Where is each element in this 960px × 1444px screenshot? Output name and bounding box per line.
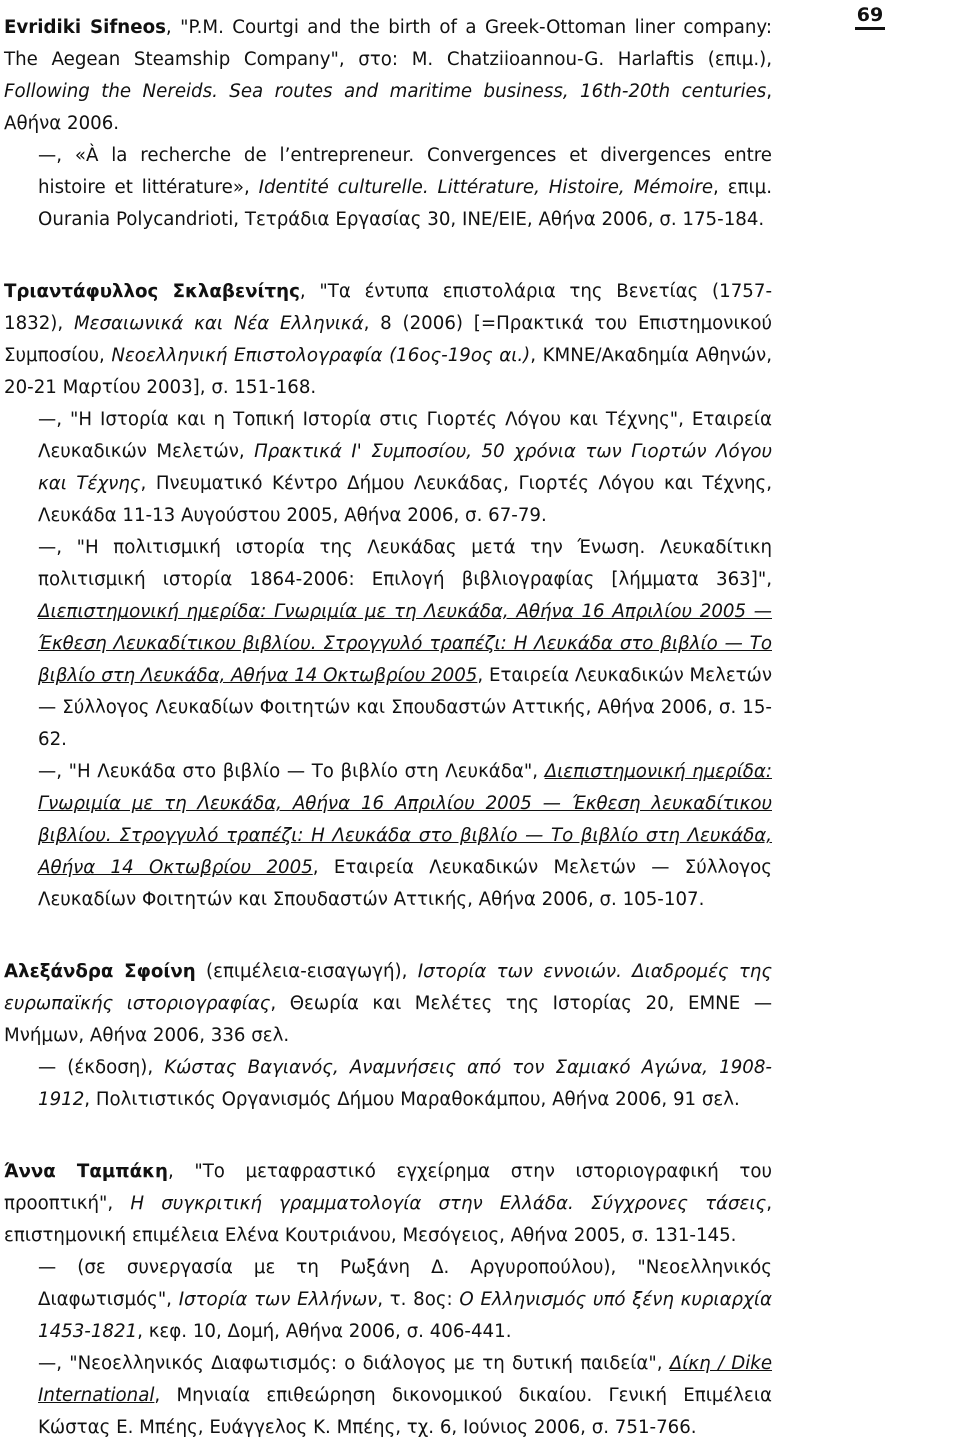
entry-text: (έκδοση), <box>56 1057 165 1078</box>
bibliography-entry <box>4 276 772 916</box>
entry-continuation <box>4 532 772 756</box>
entry-title-italic: Η συγκριτική γραμματολογία στην Ελλάδα. Σύγχρονες τάσεις <box>130 1193 767 1214</box>
author-name: Τριαντάφυλλος Σκλαβενίτης <box>4 281 300 302</box>
ditto-dash: — <box>38 761 57 782</box>
entry-title-italic: Following the Nereids. Sea routes and maritime business, 16th-20th centuries <box>4 81 767 102</box>
entry-continuation <box>4 756 772 916</box>
entry-first-paragraph <box>4 1156 772 1252</box>
entry-title-italic: Μεσαιωνικά και Νέα Ελληνικά <box>73 313 364 334</box>
entry-text: , "Τα έντυπα επιστολάρια της Βενετίας (1757-1832), <box>4 281 773 334</box>
entry-text: , "Νεοελληνικός Διαφωτισμός: ο διάλογος με τη δυτική παιδεία", <box>56 1353 670 1374</box>
entry-text: , "Η Λευκάδα στο βιβλίο — Το βιβλίο στη Λευκάδα", <box>56 761 545 782</box>
entry-text: , Αθήνα 2006. <box>4 81 772 134</box>
ditto-dash: — <box>38 537 57 558</box>
entry-text: , Πολιτιστικός Οργανισμός Δήμου Μαραθοκάμπου, Αθήνα 2006, 91 σελ. <box>84 1089 740 1110</box>
entry-title-underlined: Διεπιστημονική ημερίδα: Γνωριμία με τη Λευκάδα, Αθήνα 16 Απριλίου 2005 — Έκθεση Λευκαδίτικου βιβλίου. Στρογγυλό τραπέζι: Η Λευκάδα στο βιβλίο — Το βιβλίο στη Λευκάδα, Αθήνα 14 Οκτωβρίου 2005 <box>38 601 772 686</box>
bibliography-entry <box>4 956 772 1116</box>
entry-text: , Θεωρία και Μελέτες της Ιστορίας 20, ΕΜΝΕ — Μνήμων, Αθήνα 2006, 336 σελ. <box>4 993 773 1046</box>
entry-title-italic: Νεοελληνική Επιστολογραφία (16ος-19ος αι.) <box>111 345 531 366</box>
entry-text: , "Η πολιτισμική ιστορία της Λευκάδας μετά την Ένωση. Λευκαδίτικη πολιτισμική ιστορία 1864-2006: Επιλογή βιβλιογραφίας [λήμματα 363]", <box>38 537 772 590</box>
ditto-dash: — <box>38 145 57 166</box>
entry-text: (επιμέλεια-εισαγωγή), <box>195 961 418 982</box>
entry-text: , Εταιρεία Λευκαδικών Μελετών — Σύλλογος Λευκαδίων Φοιτητών και Σπουδαστών Αττικής, Αθήνα 2006, σ. 105-107. <box>38 857 772 910</box>
ditto-dash: — <box>38 1257 57 1278</box>
entry-first-paragraph <box>4 956 772 1052</box>
entry-title-italic: Πρακτικά Ι' Συμποσίου, 50 χρόνια των Γιορτών Λόγου και Τέχνης <box>38 441 772 494</box>
entry-text: , ΚΜΝΕ/Ακαδημία Αθηνών, 20-21 Μαρτίου 2003], σ. 151-168. <box>4 345 772 398</box>
entry-title-italic: Ιστορία των εννοιών. Διαδρομές της ευρωπαϊκής ιστοριογραφίας <box>4 961 773 1014</box>
entry-title-italic: Identité culturelle. Littérature, Histoire, Mémoire <box>258 177 714 198</box>
entry-continuation <box>4 140 772 236</box>
page-number: 69 <box>853 4 887 30</box>
entry-text: , Εταιρεία Λευκαδικών Μελετών — Σύλλογος Λευκαδίων Φοιτητών και Σπουδαστών Αττικής, Αθήνα 2006, σ. 15-62. <box>38 665 772 750</box>
author-name: Αλεξάνδρα Σφοίνη <box>4 961 196 982</box>
ditto-dash: — <box>38 409 57 430</box>
ditto-dash: — <box>38 1353 57 1374</box>
entry-text: , «À la recherche de l’entrepreneur. Convergences et divergences entre histoire et littérature», <box>38 145 772 198</box>
entry-title-italic: Κώστας Βαγιανός, Αναμνήσεις από τον Σαμιακό Αγώνα, 1908-1912 <box>38 1057 772 1110</box>
entry-text: , Πνευματικό Κέντρο Δήμου Λευκάδας, Γιορτές Λόγου και Τέχνης, Λευκάδα 11-13 Αυγούστου 2005, Αθήνα 2006, σ. 67-79. <box>38 473 772 526</box>
entry-text: , επιμ. Ourania Polycandrioti, Τετράδια Εργασίας 30, ΙΝΕ/ΕΙΕ, Αθήνα 2006, σ. 175-184. <box>38 177 772 230</box>
entry-text: , επιστημονική επιμέλεια Ελένα Κουτριάνου, Μεσόγειος, Αθήνα 2005, σ. 131-145. <box>4 1193 772 1246</box>
entry-text: , 8 (2006) [=Πρακτικά του Επιστημονικού Συμποσίου, <box>4 313 772 366</box>
entry-text: , κεφ. 10, Δομή, Αθήνα 2006, σ. 406-441. <box>137 1321 512 1342</box>
author-name: Evridiki Sifneos <box>4 17 166 38</box>
entry-first-paragraph <box>4 276 772 404</box>
entry-title-underlined: Διεπιστημονική ημερίδα: Γνωριμία με τη Λευκάδα, Αθήνα 16 Απριλίου 2005 — Έκθεση λευκαδίτικου βιβλίου. Στρογγυλό τραπέζι: Η Λευκάδα στο βιβλίο — Το βιβλίο στη Λευκάδα, Αθήνα 14 Οκτωβρίου 2005 <box>38 761 772 878</box>
entry-title-underlined: Δίκη / Dike International <box>38 1353 773 1406</box>
entry-text: , "Η Ιστορία και η Τοπική Ιστορία στις Γιορτές Λόγου και Τέχνης", Εταιρεία Λευκαδικών Μελετών, <box>38 409 772 462</box>
bibliography <box>4 12 772 1444</box>
bibliography-entry <box>4 12 772 236</box>
entry-title-italic: Ο Ελληνισμός υπό ξένη κυριαρχία 1453-1821 <box>38 1289 773 1342</box>
entry-text: , "P.M. Courtgi and the birth of a Greek-Ottoman liner company: The Aegean Steamship Company", στο: M. Chatziioannou-G. Harlaftis (επιμ.), <box>4 17 772 70</box>
author-name: Άννα Ταμπάκη <box>4 1161 168 1182</box>
entry-text: (σε συνεργασία με τη Ρωξάνη Δ. Αργυροπούλου), "Νεοελληνικός Διαφωτισμός", <box>38 1257 772 1310</box>
ditto-dash: — <box>38 1057 57 1078</box>
bibliography-entry <box>4 1156 772 1444</box>
entry-title-italic: Ιστορία των Ελλήνων <box>178 1289 378 1310</box>
entry-continuation <box>4 1252 772 1348</box>
entry-text: , Μηνιαία επιθεώρηση δικονομικού δικαίου. Γενική Επιμέλεια Κώστας Ε. Μπέης, Ευάγγελος Κ. Μπέης, τχ. 6, Ιούνιος 2006, σ. 751-766. <box>38 1385 772 1438</box>
entry-first-paragraph <box>4 12 772 140</box>
entry-continuation <box>4 1052 772 1116</box>
entry-continuation <box>4 404 772 532</box>
entry-text: , τ. 8ος: <box>377 1289 460 1310</box>
entry-text: , "Το μεταφραστικό εγχείρημα στην ιστοριογραφική του προοπτική", <box>4 1161 772 1214</box>
entry-continuation <box>4 1348 772 1444</box>
